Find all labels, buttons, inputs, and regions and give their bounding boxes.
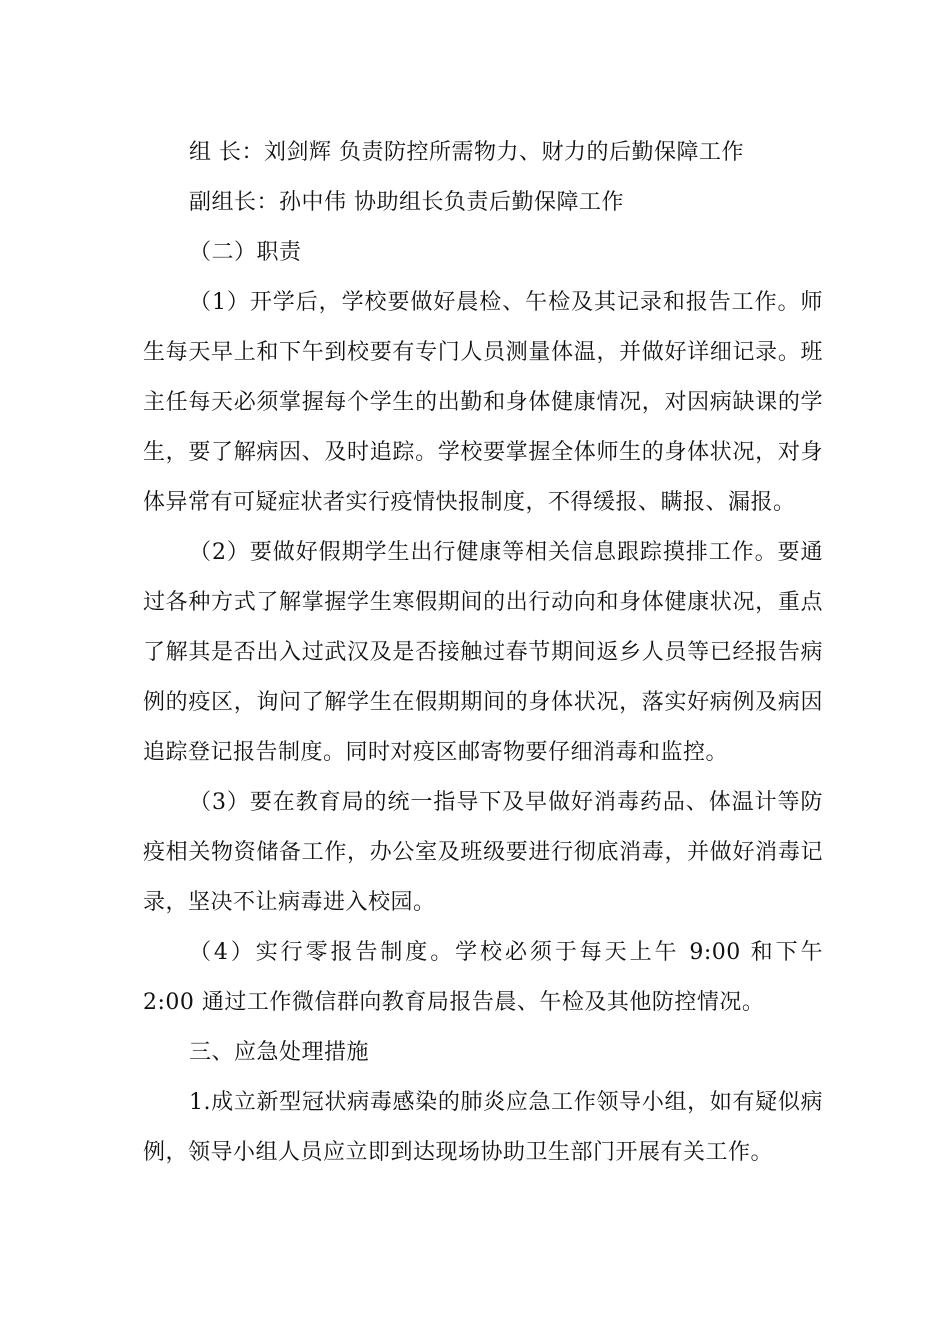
section-heading-emergency: 三、应急处理措施 bbox=[189, 1040, 370, 1065]
document-body bbox=[143, 128, 823, 1178]
duty-paragraph-4: （4）实行零报告制度。学校必须于每天上午 9:00 和下午 2:00 通过工作微信群向教育局报告晨、午检及其他防控情况。 bbox=[143, 940, 823, 1015]
duty-paragraph-1: （1）开学后，学校要做好晨检、午检及其记录和报告工作。师生每天早上和下午到校要有专门人员测量体温，并做好详细记录。班主任每天必须掌握每个学生的出勤和身体健康情况，对因病缺课的学生，要了解病因、及时追踪。学校要掌握全体师生的身体状况，对身体异常有可疑症状者实行疫情快报制度，不得缓报、瞒报、漏报。 bbox=[143, 290, 823, 515]
team-leader-line: 组 长：刘剑辉 负责防控所需物力、财力的后勤保障工作 bbox=[189, 140, 744, 165]
emergency-paragraph-1: 1.成立新型冠状病毒感染的肺炎应急工作领导小组，如有疑似病例，领导小组人员应立即到达现场协助卫生部门开展有关工作。 bbox=[143, 1090, 823, 1165]
deputy-leader-line: 副组长：孙中伟 协助组长负责后勤保障工作 bbox=[189, 190, 624, 215]
duty-paragraph-2: （2）要做好假期学生出行健康等相关信息跟踪摸排工作。要通过各种方式了解掌握学生寒假期间的出行动向和身体健康状况，重点了解其是否出入过武汉及是否接触过春节期间返乡人员等已经报告病例的疫区，询问了解学生在假期期间的身体状况，落实好病例及病因追踪登记报告制度。同时对疫区邮寄物要仔细消毒和监控。 bbox=[143, 540, 823, 765]
section-heading-duties: （二）职责 bbox=[189, 240, 302, 265]
duty-paragraph-3: （3）要在教育局的统一指导下及早做好消毒药品、体温计等防疫相关物资储备工作，办公室及班级要进行彻底消毒，并做好消毒记录，坚决不让病毒进入校园。 bbox=[143, 790, 823, 915]
